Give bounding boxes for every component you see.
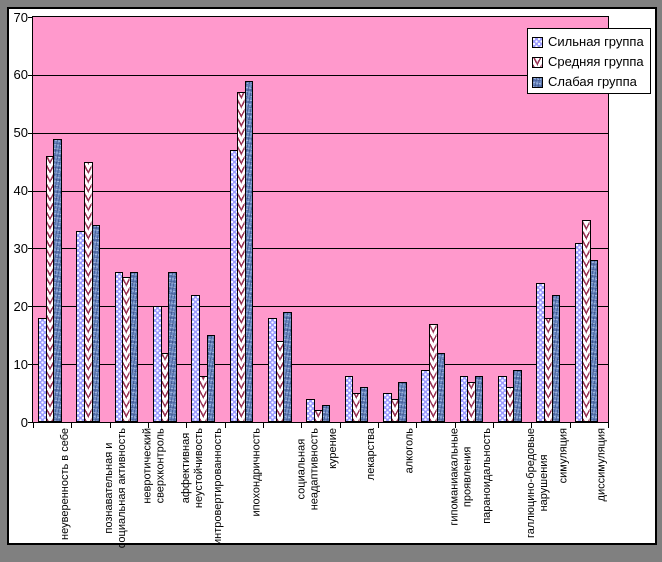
y-tick-mark: [28, 191, 32, 192]
bar-series3-cat5: [207, 335, 216, 422]
bar-series3-cat7: [283, 312, 292, 422]
y-tick-mark: [28, 422, 32, 423]
y-axis-label-20: 20: [13, 298, 28, 314]
bar-series3-cat15: [590, 260, 599, 422]
x-axis-label-cat2: познавательная и социальная активность: [103, 428, 129, 549]
x-axis-label-cat12: параноидальность: [480, 428, 493, 524]
x-tick-mark: [416, 423, 417, 428]
x-axis-label-cat1: неуверенность в себе: [58, 428, 71, 540]
y-axis-label-10: 10: [13, 356, 28, 372]
x-axis-label-cat14: симуляция: [557, 428, 569, 484]
chart-canvas: [9, 9, 655, 549]
x-axis-label-cat5: интровертированность: [212, 428, 224, 545]
legend-item-strong-group: [532, 32, 650, 52]
bar-series3-cat6: [245, 81, 254, 422]
gridline-40: [33, 191, 608, 192]
x-axis-label-cat6: ипохондричность: [250, 428, 263, 517]
x-tick-mark: [33, 423, 34, 428]
y-tick-mark: [28, 17, 32, 18]
y-axis-label-60: 60: [13, 67, 28, 83]
x-axis-label-cat10: алкоголь: [403, 428, 416, 474]
y-tick-mark: [28, 306, 32, 307]
legend-swatch-middle-group-icon: [532, 57, 543, 68]
bar-series3-cat14: [552, 295, 561, 422]
x-axis-label-cat8: курение: [327, 428, 339, 469]
bar-series3-cat3: [130, 272, 139, 422]
legend-label-middle-group: Средняя группа: [548, 54, 644, 69]
bar-series3-cat9: [360, 387, 369, 422]
bar-series3-cat12: [475, 376, 484, 422]
plot-area: [32, 16, 609, 423]
x-axis-label-cat4: аффективная неустойчивость: [180, 428, 206, 509]
legend: [527, 28, 651, 94]
y-axis-label-50: 50: [13, 125, 28, 141]
y-axis-label-40: 40: [13, 183, 28, 199]
bar-series3-cat10: [398, 382, 407, 423]
legend-label-strong-group: Сильная группа: [548, 34, 644, 49]
legend-item-middle-group: [532, 52, 650, 72]
y-axis-label-70: 70: [13, 9, 28, 25]
gridline-60: [33, 75, 608, 76]
chart-box: [7, 7, 657, 549]
bar-series3-cat2: [92, 225, 101, 422]
x-axis-label-cat15: диссимуляция: [595, 428, 608, 502]
y-axis-label-30: 30: [13, 240, 28, 256]
bar-series3-cat1: [53, 139, 62, 423]
y-axis-label-0: 0: [20, 414, 28, 430]
bar-series3-cat11: [437, 353, 446, 422]
x-axis-label-cat13: галлюцино-бредовые нарушения: [525, 428, 551, 538]
legend-item-weak-group: [532, 72, 650, 92]
x-axis-label-cat9: лекарства: [365, 428, 378, 481]
y-tick-mark: [28, 248, 32, 249]
legend-swatch-weak-group-icon: [532, 77, 543, 88]
bar-series3-cat13: [513, 370, 522, 422]
y-tick-mark: [28, 364, 32, 365]
gridline-30: [33, 248, 608, 249]
bar-series3-cat4: [168, 272, 177, 422]
x-axis-label-cat3: невротический сверхконтроль: [141, 428, 167, 504]
legend-swatch-strong-group-icon: [532, 37, 543, 48]
x-axis-label-cat7: социальная неадаптивность: [295, 428, 321, 511]
bar-series3-cat8: [322, 405, 331, 422]
y-tick-mark: [28, 133, 32, 134]
x-axis-label-cat11: гипоманиакальные проявления: [448, 428, 474, 526]
y-tick-mark: [28, 75, 32, 76]
legend-label-weak-group: Слабая группа: [548, 74, 637, 89]
gridline-50: [33, 133, 608, 134]
